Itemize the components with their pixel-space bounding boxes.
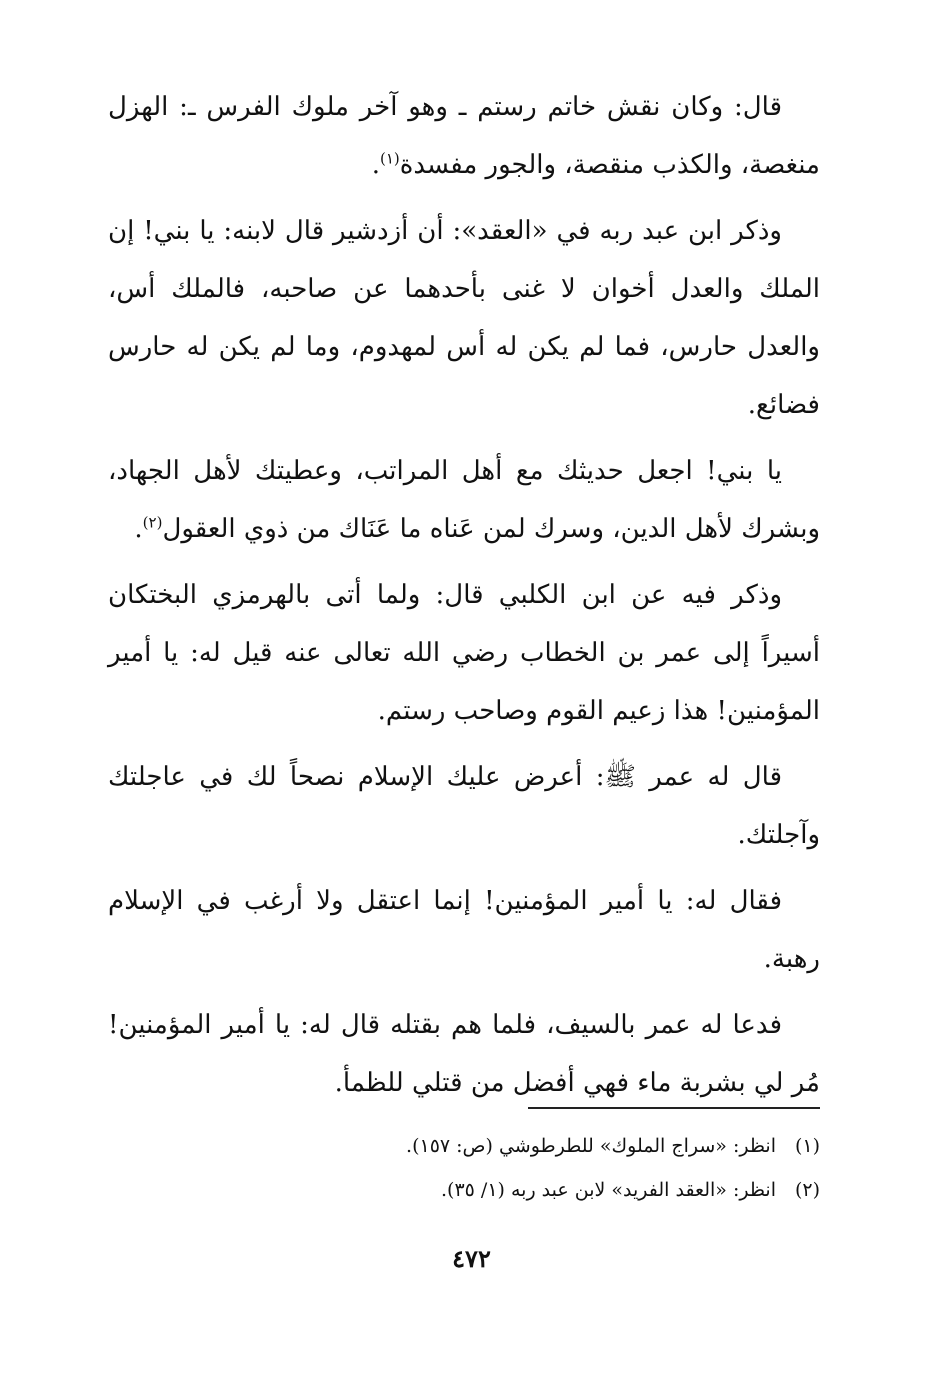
paragraph-7: فدعا له عمر بالسيف، فلما هم بقتله قال له: يا أمير المؤمنين! مُر لي بشربة ماء فهي أفضل من قتلي للظمأ.	[108, 1010, 820, 1098]
footnote-divider	[528, 1107, 820, 1109]
paragraph-5: قال له عمر ﷺ: أعرض عليك الإسلام نصحاً لك في عاجلتك وآجلتك.	[108, 762, 820, 850]
paragraph-2: وذكر ابن عبد ربه في «العقد»: أن أزدشير قال لابنه: يا بني! إن الملك والعدل أخوان لا غنى بأحدهما عن صاحبه، فالملك أس، والعدل حارس، فما لم يكن له أس لمهدوم، وما لم يكن له حارس فضائع.	[108, 216, 820, 420]
page-number: ٤٧٢	[452, 1244, 491, 1273]
paragraph-4: وذكر فيه عن ابن الكلبي قال: ولما أتى بالهرمزي البختكان أسيراً إلى عمر بن الخطاب رضي الله تعالى عنه قيل له: يا أمير المؤمنين! هذا زعيم القوم وصاحب رستم.	[108, 580, 820, 726]
paragraph-3: يا بني! اجعل حديثك مع أهل المراتب، وعطيتك لأهل الجهاد، وبشرك لأهل الدين، وسرك لمن عَناه ما عَنَاك من ذوي العقول$^{(٢)}$.	[108, 456, 820, 544]
main-text	[108, 78, 820, 1120]
footnote-ref-1: (١)	[379, 149, 400, 168]
footnote-number: (١)	[794, 1135, 820, 1157]
footnote-number: (٢)	[794, 1179, 820, 1201]
footnote-text: انظر: «سراج الملوك» للطرطوشي (ص: ١٥٧).	[406, 1135, 776, 1157]
footnote-2	[108, 1168, 820, 1212]
footnote-text: انظر: «العقد الفريد» لابن عبد ربه (١/ ٣٥).	[440, 1179, 776, 1201]
footnote-ref-2: (٢)	[142, 513, 163, 532]
paragraph-1: قال: وكان نقش خاتم رستم ـ وهو آخر ملوك الفرس ـ: الهزل منغصة، والكذب منقصة، والجور مفسدة$^{(١)}$.	[108, 92, 820, 180]
footnotes	[108, 1124, 820, 1212]
paragraph-6: فقال له: يا أمير المؤمنين! إنما اعتقل ولا أرغب في الإسلام رهبة.	[108, 886, 820, 974]
footnote-1	[108, 1124, 820, 1168]
